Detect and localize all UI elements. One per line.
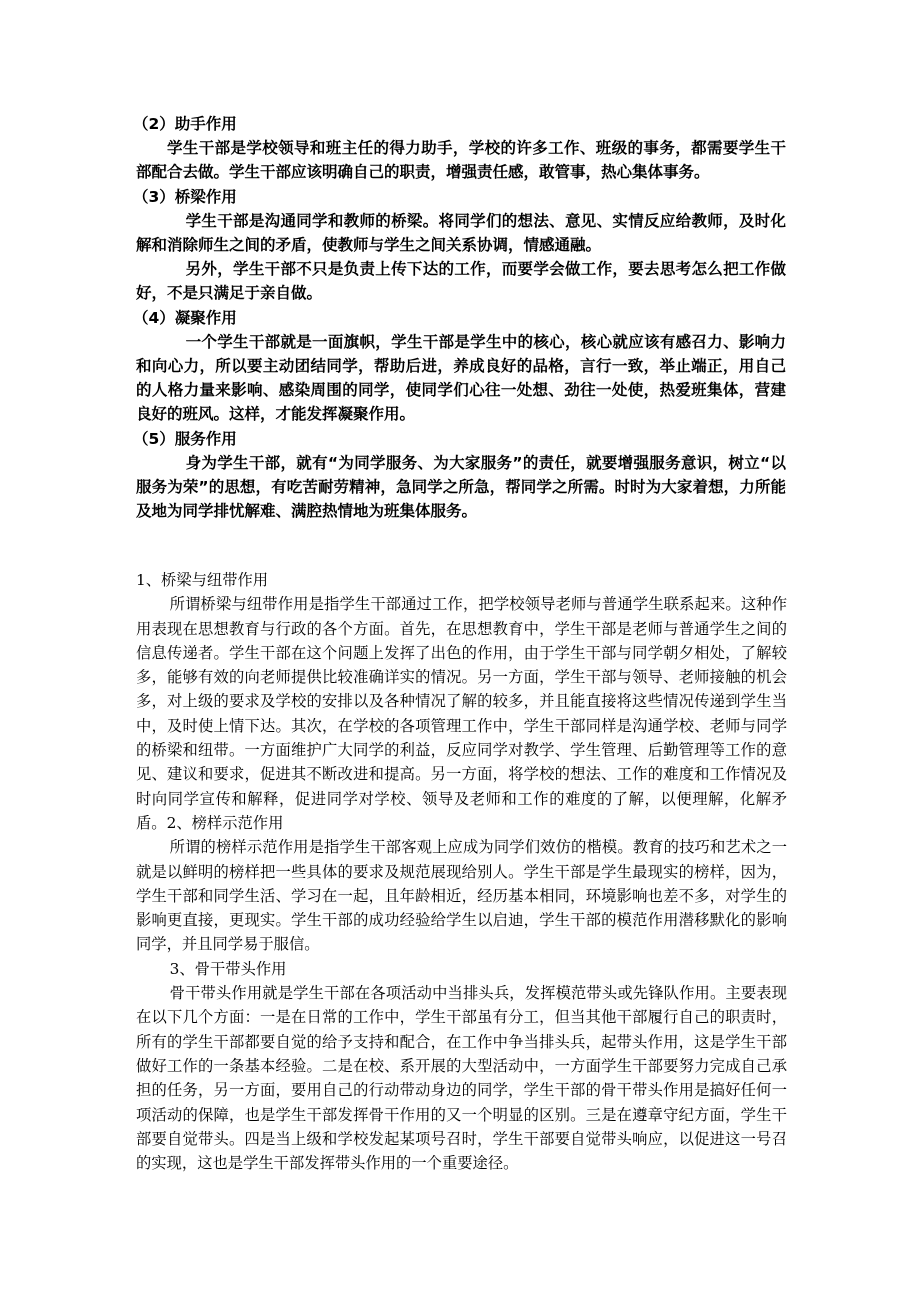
heading-assistant-role: （2）助手作用	[133, 115, 237, 133]
paragraph-bridge-role: 学生干部是沟通同学和教师的桥梁。将同学们的想法、意见、实情反应给教师，及时化解和消除师生之间的矛盾，使教师与学生之间关系协调，情感通融。	[136, 211, 786, 255]
heading-bridge-role: （3）桥梁作用	[133, 187, 237, 206]
heading-backbone-role: 3、骨干带头作用	[169, 959, 287, 978]
paragraph-service-role: 身为学生干部，就有“为同学服务、为大家服务”的责任，就要增强服务意识，树立“以服务为荣”的思想，有吃苦耐劳精神，急同学之所急，帮同学之所需。时时为大家着想，力所能及地为同学排忧解难、满腔热情地为班集体服务。	[136, 453, 786, 521]
paragraph-assistant-role: 学生干部是学校领导和班主任的得力助手，学校的许多工作、班级的事务，都需要学生干部配合去做。学生干部应该明确自己的职责，增强责任感，敢管事，热心集体事务。	[136, 139, 786, 182]
paragraph-bridge-role-extra: 另外，学生干部不只是负责上传下达的工作，而要学会做工作，要去思考怎么把工作做好，不是只满足于亲自做。	[136, 260, 786, 303]
roles-section-regular	[136, 568, 787, 1175]
paragraph-bridge-link-role: 所谓桥梁与纽带作用是指学生干部通过工作，把学校领导老师与普通学生联系起来。这种作用表现在思想教育与行政的各个方面。首先，在思想教育中，学生干部是老师与普通学生之间的信息传递者。学生干部在这个问题上发挥了出色的作用，由于学生干部与同学朝夕相处，了解较多，能够有效的向老师提供比较准确详实的情况。另一方面，学生干部与领导、老师接触的机会多，对上级的要求及学校的安排以及各种情况了解的较多，并且能直接将这些情况传递到学生当中，及时使上情下达。其次，在学校的各项管理工作中，学生干部同样是沟通学校、老师与同学的桥梁和纽带。一方面维护广大同学的利益，反应同学对教学、学生管理、后勤管理等工作的意见、建议和要求，促进其不断改进和提高。另一方面，将学校的想法、工作的难度和工作情况及时向同学宣传和解释，促进同学对学校、领导及老师和工作的难度的了解，以便理解，化解矛盾。2、榜样示范作用	[136, 595, 787, 832]
roles-section-bold	[133, 112, 786, 523]
paragraph-cohesion-role: 一个学生干部就是一面旗帜，学生干部是学生中的核心，核心就应该有感召力、影响力和向心力，所以要主动团结同学，帮助后进，养成良好的品格，言行一致，举止端正，用自己的人格力量来影响、感染周围的同学，使同学们心往一处想、劲往一处使，热爱班集体，营建良好的班风。这样，才能发挥凝聚作用。	[136, 332, 786, 424]
paragraph-model-role: 所谓的榜样示范作用是指学生干部客观上应成为同学们效仿的楷模。教育的技巧和艺术之一就是以鲜明的榜样把一些具体的要求及规范展现给别人。学生干部是学生最现实的榜样，因为，学生干部和同学生活、学习在一起，且年龄相近，经历基本相同，环境影响也差不多，对学生的影响更直接，更现实。学生干部的成功经验给学生以启迪，学生干部的模范作用潜移默化的影响同学，并且同学易于服信。	[136, 838, 787, 954]
heading-bridge-link-role: 1、桥梁与纽带作用	[136, 571, 269, 589]
heading-cohesion-role: （4）凝聚作用	[133, 308, 237, 327]
paragraph-backbone-role: 骨干带头作用就是学生干部在各项活动中当排头兵，发挥模范带头或先锋队作用。主要表现在以下几个方面：一是在日常的工作中，学生干部虽有分工，但当其他干部履行自己的职责时，所有的学生干部都要自觉的给予支持和配合，在工作中争当排头兵，起带头作用，这是学生干部做好工作的一条基本经验。二是在校、系开展的大型活动中，一方面学生干部要努力完成自己承担的任务，另一方面，要用自己的行动带动身边的同学，学生干部的骨干带头作用是搞好任何一项活动的保障，也是学生干部发挥骨干作用的又一个明显的区别。三是在遵章守纪方面，学生干部要自觉带头。四是当上级和学校发起某项号召时，学生干部要自觉带头响应，以促进这一号召的实现，这也是学生干部发挥带头作用的一个重要途径。	[136, 984, 787, 1173]
heading-service-role: （5）服务作用	[133, 429, 237, 448]
